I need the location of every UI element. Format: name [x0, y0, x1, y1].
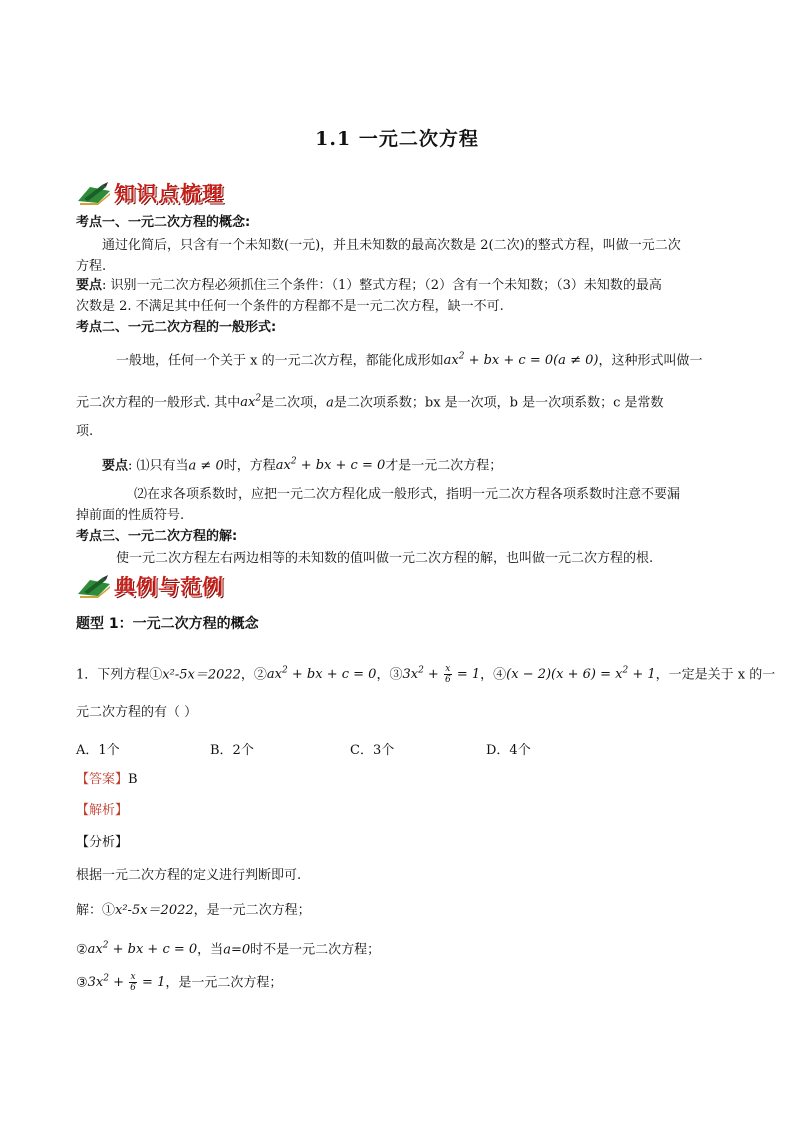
- formula-a-ne-0: a ≠ 0: [188, 458, 224, 474]
- equation-2: $ax^2$ + bx + c = 0: [87, 941, 198, 958]
- answer-tag: 【答案】: [76, 772, 129, 787]
- answer-line: [76, 771, 138, 788]
- option-b[interactable]: B．2个: [210, 743, 254, 758]
- k2-paragraph-1: [116, 349, 702, 369]
- k2-requirement-2: ⑵在求各项系数时，应把一元二次方程化成一般形式，指明一元二次方程各项系数时注意不要漏: [134, 487, 681, 502]
- analysis-tag: 【解析】: [76, 803, 129, 818]
- formula-equation: $ax^2$ + bx + c = 0: [275, 457, 386, 474]
- page-title: 1.1 一元二次方程: [315, 128, 479, 150]
- equation-1: x²-5x＝2022: [162, 667, 241, 683]
- k1-requirement-label: 要点: [76, 278, 103, 293]
- equation-1: x²-5x＝2022: [115, 903, 194, 918]
- k2-requirement-1: 要点: ⑴只有当a ≠ 0时，方程$ax^2$ + bx + c = 0才是一元二次方程；: [102, 457, 503, 474]
- equation-4: $(x - 2)(x + 6) = x^2 + 1$: [506, 666, 656, 683]
- equation-3: $3x^2$ + $\frac{x}{6}$ = 1: [402, 664, 481, 686]
- k2-paragraph-3: 项.: [76, 424, 94, 439]
- question-1-line-1: 1．下列方程①x²-5x＝2022，$②ax^2$ + bx + c = 0，$③3x^2$ + $\frac{x}{6}$ = 1，④(x − $2)(x + 6) = x^2 + 1$，一定是关于 x 的一: [76, 664, 776, 686]
- banner-label: 知识点梳理: [114, 182, 224, 206]
- k3-paragraph-1: 使一元二次方程左右两边相等的未知数的值叫做一元二次方程的解，也叫做一元二次方程的根.: [116, 551, 654, 566]
- option-c[interactable]: C．3个: [350, 743, 395, 758]
- fenxi-text: 根据一元二次方程的定义进行判断即可.: [76, 868, 302, 883]
- equation-3: $3x^2$ + $\frac{x}{6}$ = 1: [87, 972, 166, 994]
- formula-ax2: $ax^2$: [240, 394, 262, 411]
- k1-heading: 考点一、一元二次方程的概念:: [76, 215, 251, 230]
- k2-heading: 考点二、一元二次方程的一般形式:: [76, 320, 277, 335]
- question-type-heading: 题型 1：一元二次方程的概念: [76, 616, 259, 632]
- banner-label: 典例与范例: [114, 575, 224, 599]
- k2-requirement-3: 掉前面的性质符号.: [76, 508, 185, 523]
- equation-2: $ax^2$ + bx + c = 0: [266, 666, 377, 683]
- formula-a-equals-0: a=0: [223, 942, 251, 958]
- k2-text-a: 一般地，任何一个关于 x 的一元二次方程，都能化成形如: [116, 353, 444, 369]
- solution-line-3: $③3x^2$ + $\frac{x}{6}$ = 1，是一元二次方程；: [76, 972, 283, 994]
- k1-requirement-line-1: [76, 277, 662, 294]
- formula-general-form: $ax^2$ + bx + c = 0(a ≠ 0): [443, 352, 599, 369]
- k2-text-b: ，这种形式叫做一: [598, 353, 703, 369]
- section-banner-knowledge: [76, 178, 224, 208]
- answer-value: B: [128, 772, 138, 787]
- book-pen-icon: [76, 574, 112, 598]
- option-d[interactable]: D．4个: [486, 743, 531, 758]
- k1-paragraph-2: 方程.: [76, 259, 107, 274]
- solution-line-1: 解：①x²-5x＝2022，是一元二次方程；: [76, 903, 311, 918]
- k1-paragraph-1: 通过化简后，只含有一个未知数(一元)，并且未知数的最高次数是 2(二次)的整式方程，叫做一元二次: [102, 238, 681, 253]
- question-1-line-2: 元二次方程的有（ ）: [76, 705, 198, 720]
- option-a[interactable]: A．1个: [76, 743, 120, 758]
- k1-requirement-line-2: 次数是 2. 不满足其中任何一个条件的方程都不是一元二次方程，缺一不可.: [76, 299, 504, 314]
- k3-heading: 考点三、一元二次方程的解:: [76, 529, 238, 544]
- solution-line-2: $②ax^2$ + bx + c = 0，当a=0时不是一元二次方程；: [76, 941, 381, 958]
- formula-a: a: [326, 395, 334, 411]
- fenxi-tag: 【分析】: [76, 835, 129, 850]
- k1-requirement-text: : 识别一元二次方程必须抓住三个条件：（1）整式方程；（2）含有一个未知数；（3）未知数的最高: [102, 278, 662, 293]
- section-banner-examples: [76, 571, 224, 601]
- k2-paragraph-2: 元二次方程的一般形式. 其中$ax^2$是二次项，a是二次项系数；bx 是一次项，b 是一次项系数；c 是常数: [76, 394, 664, 411]
- book-pen-icon: [76, 181, 112, 205]
